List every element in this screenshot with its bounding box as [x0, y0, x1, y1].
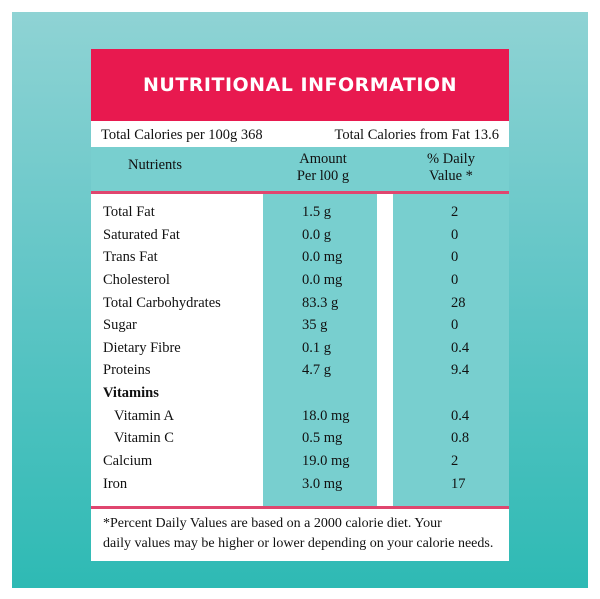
- nutrient-name: Total Carbohydrates: [103, 295, 221, 311]
- nutrient-name: Total Fat: [103, 204, 155, 220]
- nutrient-amount: 0.0 mg: [302, 249, 343, 265]
- header-amount-line2: Per l00 g: [296, 168, 350, 184]
- nutrient-name: Trans Fat: [103, 249, 158, 265]
- table-row: [91, 337, 509, 359]
- table-row: [91, 246, 509, 268]
- table-row: [91, 224, 509, 246]
- table-row: [91, 292, 509, 314]
- header-dv-line2: Value *: [429, 168, 473, 184]
- table-row: [91, 359, 509, 381]
- footnote: [103, 514, 503, 554]
- nutrient-amount: 0.0 g: [302, 227, 331, 243]
- header-nutrients: Nutrients: [128, 157, 182, 173]
- nutrient-dv: 0: [451, 227, 459, 243]
- table-row: [91, 314, 509, 336]
- nutrient-dv: 0: [451, 317, 459, 333]
- header-dv-line1: % Daily: [427, 151, 475, 167]
- nutrition-label: [91, 49, 509, 561]
- calories-row: [91, 121, 509, 147]
- nutrient-amount: 0.0 mg: [302, 272, 343, 288]
- column-headers: [91, 147, 509, 191]
- nutrient-amount: 0.1 g: [302, 340, 331, 356]
- nutrient-dv: 0.4: [451, 408, 470, 424]
- section-label: Vitamins: [103, 385, 159, 401]
- nutrient-amount: 19.0 mg: [302, 453, 350, 469]
- calories-from-fat: Total Calories from Fat 13.6: [334, 127, 499, 143]
- label-title: NUTRITIONAL INFORMATION: [91, 49, 509, 121]
- nutrient-amount: 1.5 g: [302, 204, 331, 220]
- footnote-line1: *Percent Daily Values are based on a 2000 calorie diet. Your: [103, 516, 442, 531]
- table-row: [91, 405, 509, 427]
- nutrient-dv: 2: [451, 453, 459, 469]
- nutrient-dv: 0.4: [451, 340, 470, 356]
- header-daily-value: [411, 151, 491, 185]
- nutrient-amount: 18.0 mg: [302, 408, 350, 424]
- nutrient-name: Saturated Fat: [103, 227, 180, 243]
- nutrient-name: Dietary Fibre: [103, 340, 181, 356]
- nutrient-dv: 28: [451, 295, 466, 311]
- nutrient-dv: 0.8: [451, 430, 470, 446]
- nutrient-name: Proteins: [103, 362, 151, 378]
- nutrient-name: Vitamin A: [114, 408, 174, 424]
- nutrient-amount: 4.7 g: [302, 362, 331, 378]
- table-row-section: [91, 382, 509, 404]
- nutrient-name: Iron: [103, 476, 128, 492]
- nutrient-name: Vitamin C: [114, 430, 174, 446]
- nutrient-dv: 0: [451, 272, 459, 288]
- nutrient-dv: 9.4: [451, 362, 470, 378]
- table-row: [91, 269, 509, 291]
- nutrient-name: Calcium: [103, 453, 153, 469]
- bottom-rule: [91, 506, 509, 509]
- nutrient-dv: 0: [451, 249, 459, 265]
- nutrient-dv: 2: [451, 204, 459, 220]
- nutrient-name: Cholesterol: [103, 272, 170, 288]
- nutrient-amount: 0.5 mg: [302, 430, 343, 446]
- header-amount-line1: Amount: [299, 151, 347, 167]
- table-row: [91, 450, 509, 472]
- footnote-line2: daily values may be higher or lower depending on your calorie needs.: [103, 536, 494, 551]
- total-calories: Total Calories per 100g 368: [101, 127, 263, 143]
- nutrient-amount: 3.0 mg: [302, 476, 343, 492]
- nutrient-name: Sugar: [103, 317, 137, 333]
- table-row: [91, 473, 509, 495]
- table-row: [91, 201, 509, 223]
- table-row: [91, 427, 509, 449]
- header-amount: [273, 151, 373, 185]
- nutrient-amount: 35 g: [302, 317, 328, 333]
- nutrient-dv: 17: [451, 476, 466, 492]
- nutrient-amount: 83.3 g: [302, 295, 339, 311]
